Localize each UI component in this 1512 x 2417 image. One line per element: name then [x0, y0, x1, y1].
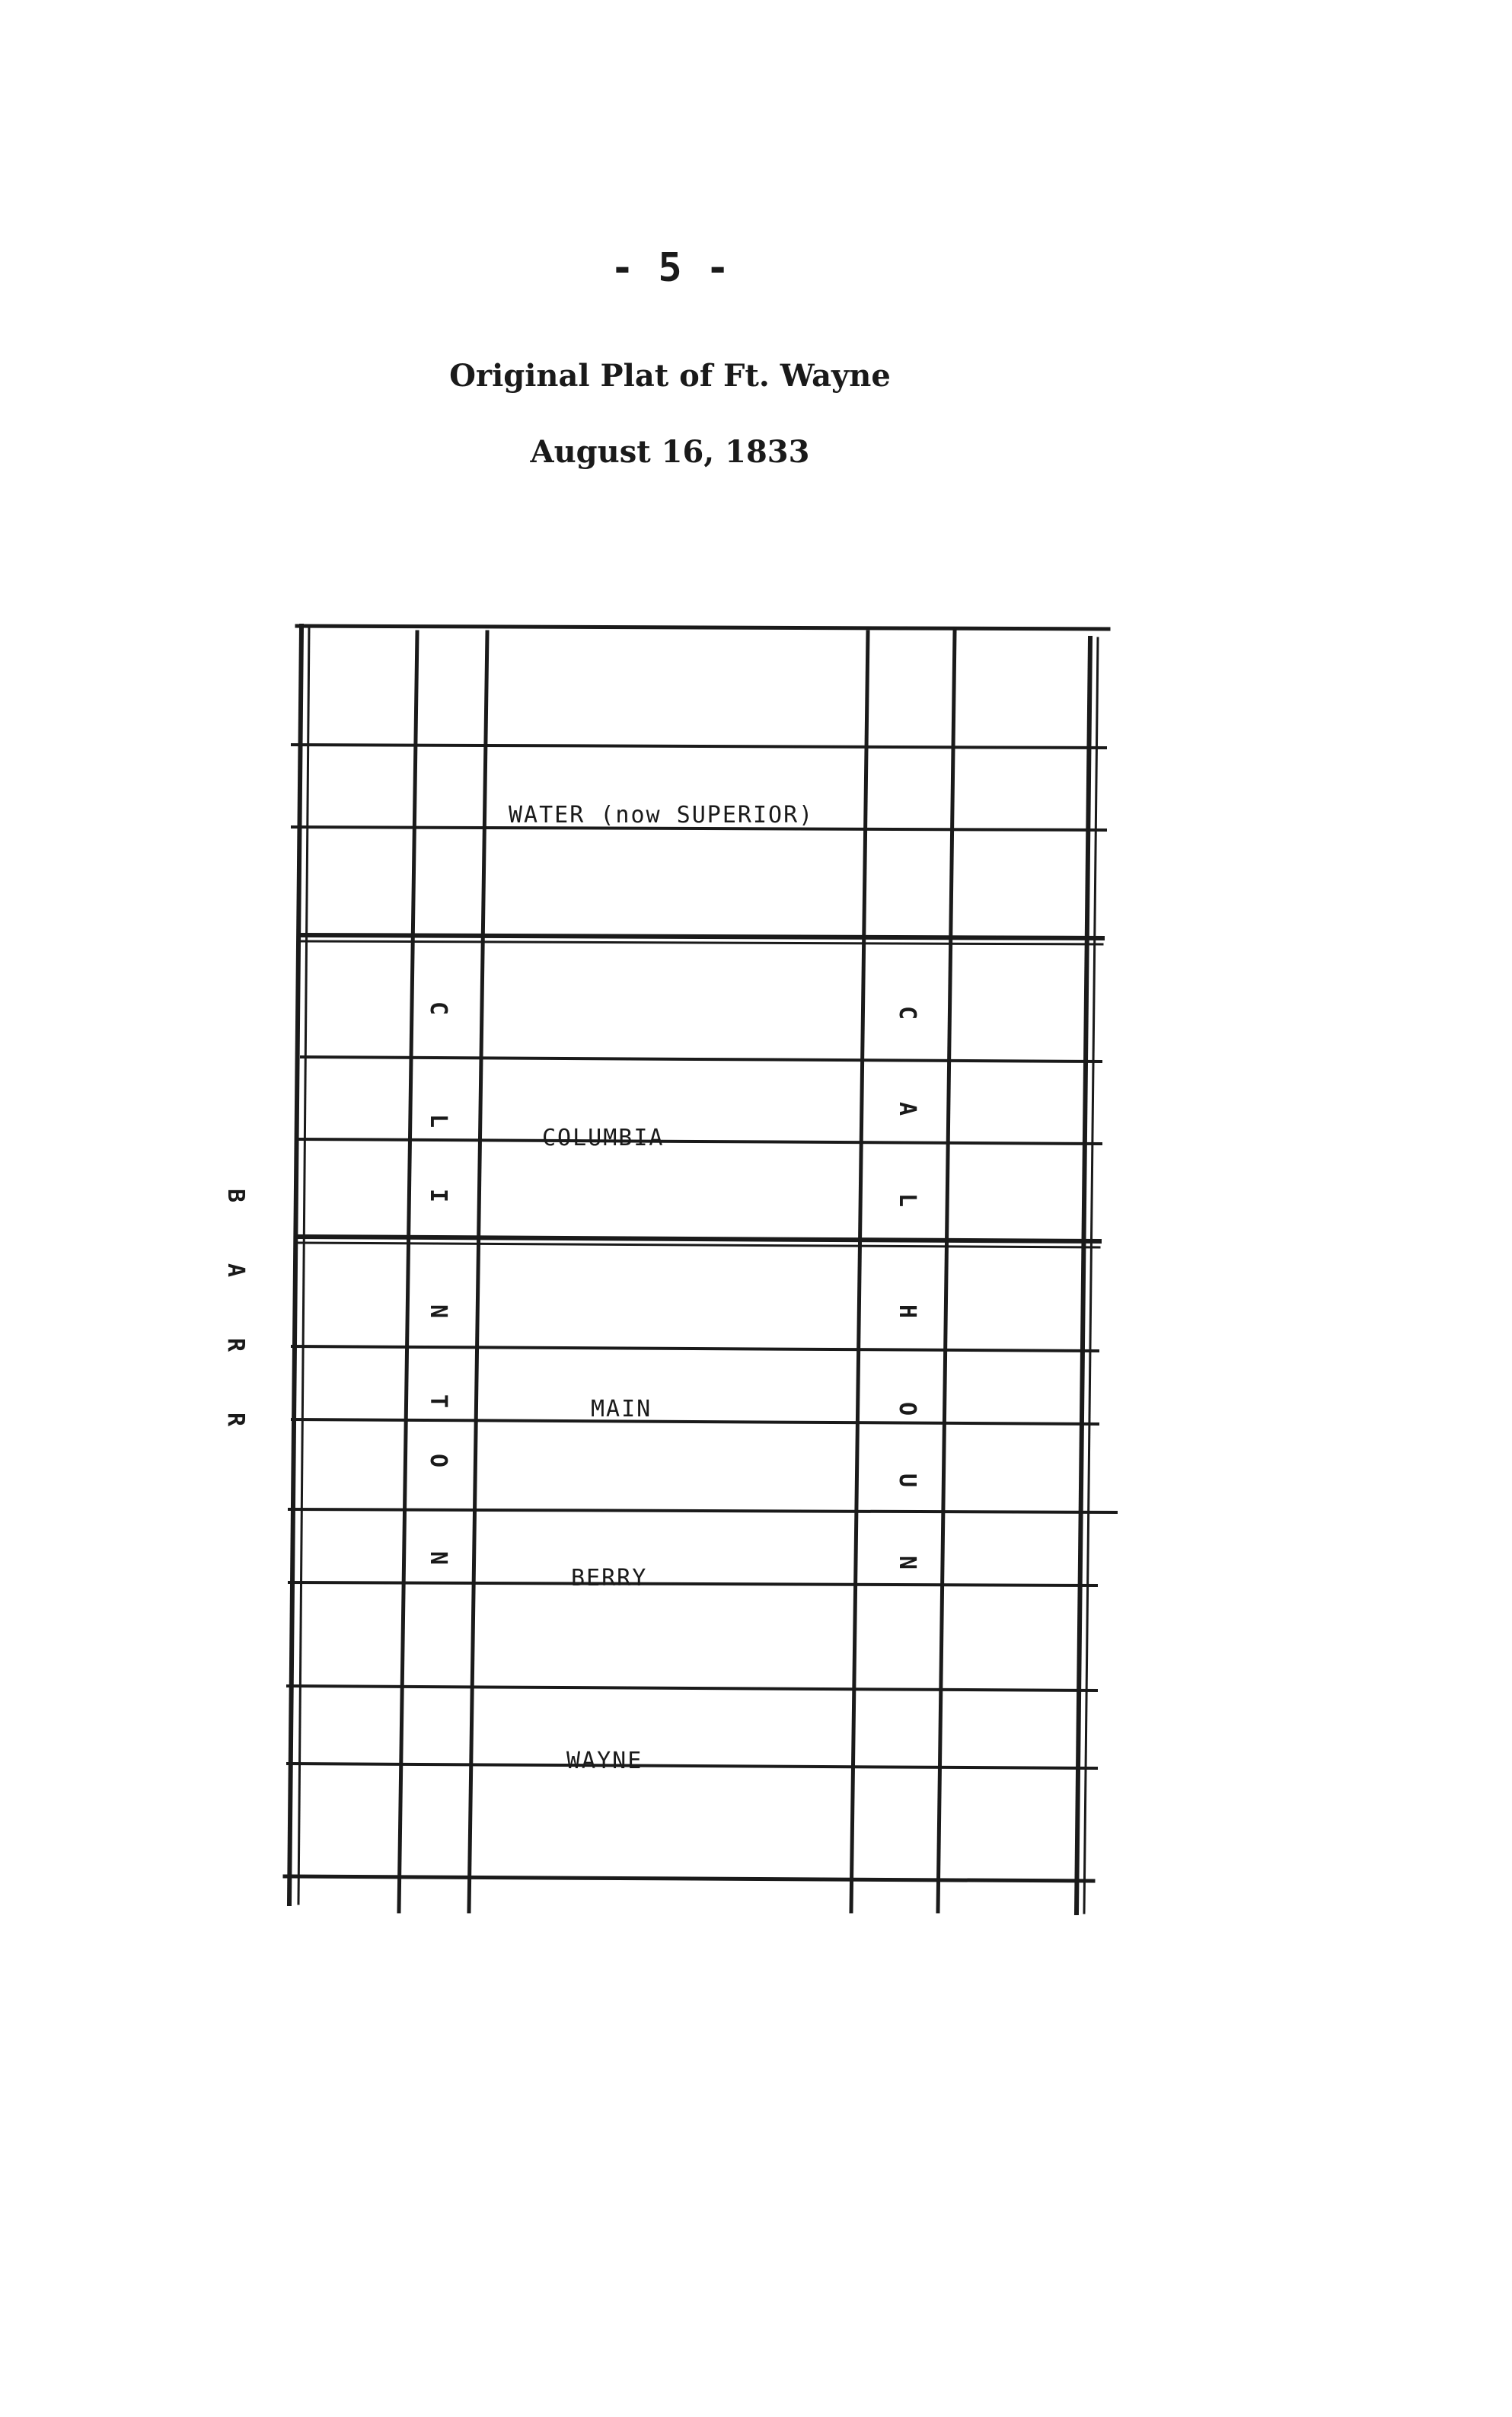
street-label-main: MAIN: [591, 1396, 652, 1422]
barr-letter: A: [222, 1263, 249, 1278]
calhoun-letter: H: [894, 1304, 920, 1319]
calhoun-letter: L: [894, 1193, 920, 1208]
clinton-letter: O: [425, 1453, 451, 1468]
document-title: Original Plat of Ft. Wayne: [449, 358, 891, 394]
street-label-columbia: COLUMBIA: [542, 1125, 665, 1151]
clinton-letter: C: [425, 1001, 451, 1016]
calhoun-letter: O: [894, 1401, 920, 1416]
street-label-calhoun: [894, 1006, 920, 1569]
barr-letter: B: [222, 1188, 249, 1203]
document-date: August 16, 1833: [530, 434, 810, 470]
clinton-letter: I: [425, 1188, 451, 1203]
street-label-clinton: [425, 1001, 451, 1565]
street-label-barr: [222, 1189, 249, 1427]
barr-letter: R: [222, 1412, 249, 1427]
clinton-letter: N: [425, 1304, 451, 1319]
clinton-letter: T: [425, 1394, 451, 1409]
street-label-water: WATER (now SUPERIOR): [509, 802, 815, 829]
street-label-berry: BERRY: [571, 1565, 648, 1592]
barr-letter: R: [222, 1337, 249, 1352]
street-label-wayne: WAYNE: [566, 1748, 643, 1774]
calhoun-letter: A: [894, 1101, 920, 1116]
clinton-letter: L: [425, 1113, 451, 1129]
clinton-letter: N: [425, 1550, 451, 1566]
calhoun-letter: N: [894, 1555, 920, 1570]
page-number: - 5 -: [610, 245, 730, 291]
calhoun-letter: C: [894, 1005, 920, 1020]
calhoun-letter: U: [894, 1473, 920, 1488]
